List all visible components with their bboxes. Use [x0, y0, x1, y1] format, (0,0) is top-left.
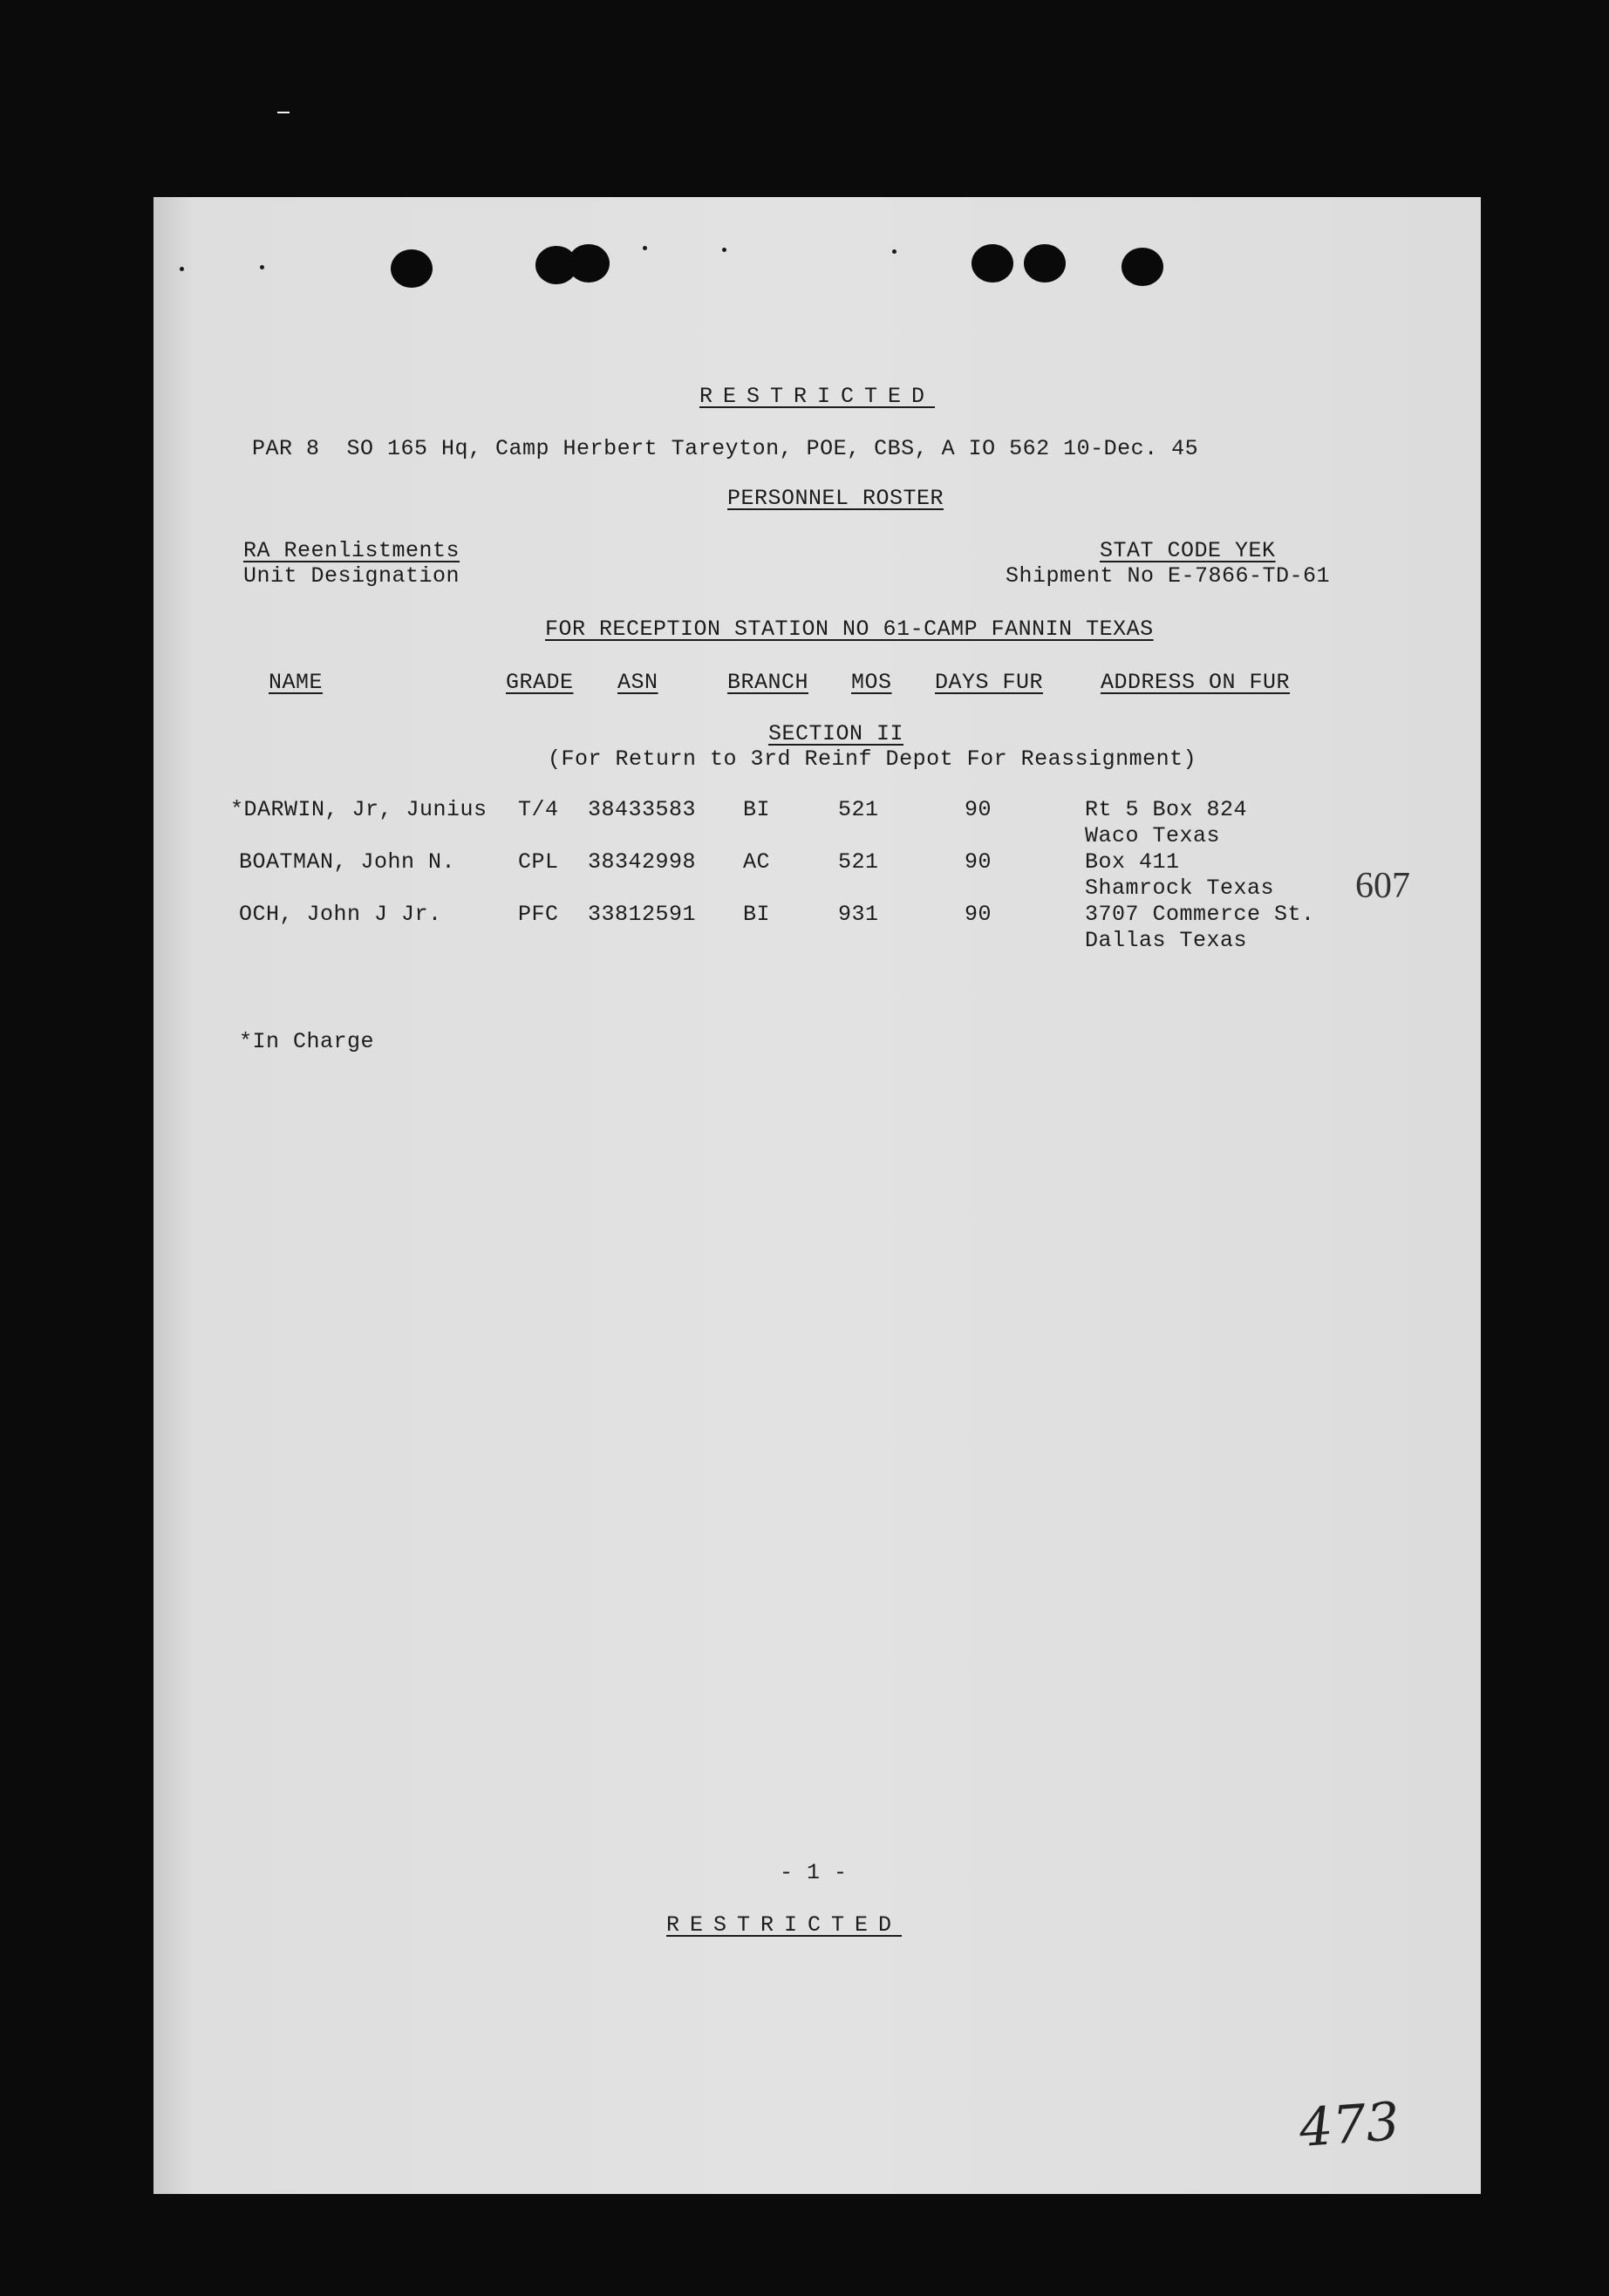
col-name: NAME: [269, 670, 324, 695]
unit-designation-label: Unit Designation: [243, 563, 460, 589]
section-subtitle: (For Return to 3rd Reinf Depot For Reassignment): [548, 746, 1197, 772]
shipment-number: Shipment No E-7866-TD-61: [1006, 563, 1331, 589]
handwritten-number: 473: [1297, 2091, 1401, 2159]
col-mos: MOS: [851, 670, 892, 695]
footnote: *In Charge: [239, 1029, 375, 1054]
col-grade: GRADE: [506, 670, 574, 695]
reenlistments-label: RA Reenlistments: [243, 538, 460, 563]
restricted-footer: RESTRICTED: [666, 1912, 903, 1938]
table-row-asn: 38342998: [588, 849, 697, 875]
table-row-name: BOATMAN, John N.: [239, 849, 456, 875]
speck: [892, 249, 897, 254]
page-number: - 1 -: [780, 1860, 848, 1885]
table-row-branch: BI: [743, 797, 771, 822]
table-row-name: OCH, John J Jr.: [239, 902, 442, 927]
table-row-asn: 33812591: [588, 902, 697, 927]
punch-hole: [1122, 248, 1163, 286]
table-row-address-city: Dallas Texas: [1085, 928, 1248, 953]
stat-code: STAT CODE YEK: [1100, 538, 1276, 563]
table-row-grade: CPL: [518, 849, 559, 875]
table-row-asn: 38433583: [588, 797, 697, 822]
table-row-days: 90: [965, 902, 992, 927]
film-mark: [277, 112, 290, 113]
col-days-fur: DAYS FUR: [935, 670, 1044, 695]
punch-hole: [972, 244, 1013, 283]
roster-page: [153, 197, 1481, 2194]
table-row-address-city: Shamrock Texas: [1085, 875, 1275, 901]
table-row-address: Rt 5 Box 824: [1085, 797, 1248, 822]
speck: [180, 267, 184, 271]
speck: [260, 265, 264, 269]
table-row-days: 90: [965, 797, 992, 822]
table-row-address: 3707 Commerce St.: [1085, 902, 1315, 927]
table-row-name: *DARWIN, Jr, Junius: [230, 797, 487, 822]
speck: [643, 246, 647, 250]
page-title: PERSONNEL ROSTER: [727, 486, 944, 511]
table-row-address-city: Waco Texas: [1085, 823, 1221, 848]
punch-hole: [1024, 244, 1066, 283]
col-branch: BRANCH: [727, 670, 809, 695]
table-row-mos: 521: [838, 797, 879, 822]
table-row-address: Box 411: [1085, 849, 1180, 875]
order-line: PAR 8 SO 165 Hq, Camp Herbert Tareyton, POE, CBS, A IO 562 10-Dec. 45: [252, 436, 1199, 461]
table-row-grade: PFC: [518, 902, 559, 927]
table-row-mos: 521: [838, 849, 879, 875]
destination-line: FOR RECEPTION STATION NO 61-CAMP FANNIN TEXAS: [545, 617, 1154, 642]
col-address: ADDRESS ON FUR: [1101, 670, 1291, 695]
stamp-number: 607: [1355, 866, 1410, 906]
punch-hole: [568, 244, 610, 283]
table-row-mos: 931: [838, 902, 879, 927]
table-row-days: 90: [965, 849, 992, 875]
restricted-header: RESTRICTED: [699, 384, 936, 409]
section-title: SECTION II: [768, 721, 904, 746]
table-row-branch: BI: [743, 902, 771, 927]
speck: [722, 248, 726, 252]
table-row-branch: AC: [743, 849, 771, 875]
table-row-grade: T/4: [518, 797, 559, 822]
col-asn: ASN: [617, 670, 658, 695]
punch-hole: [391, 249, 433, 288]
